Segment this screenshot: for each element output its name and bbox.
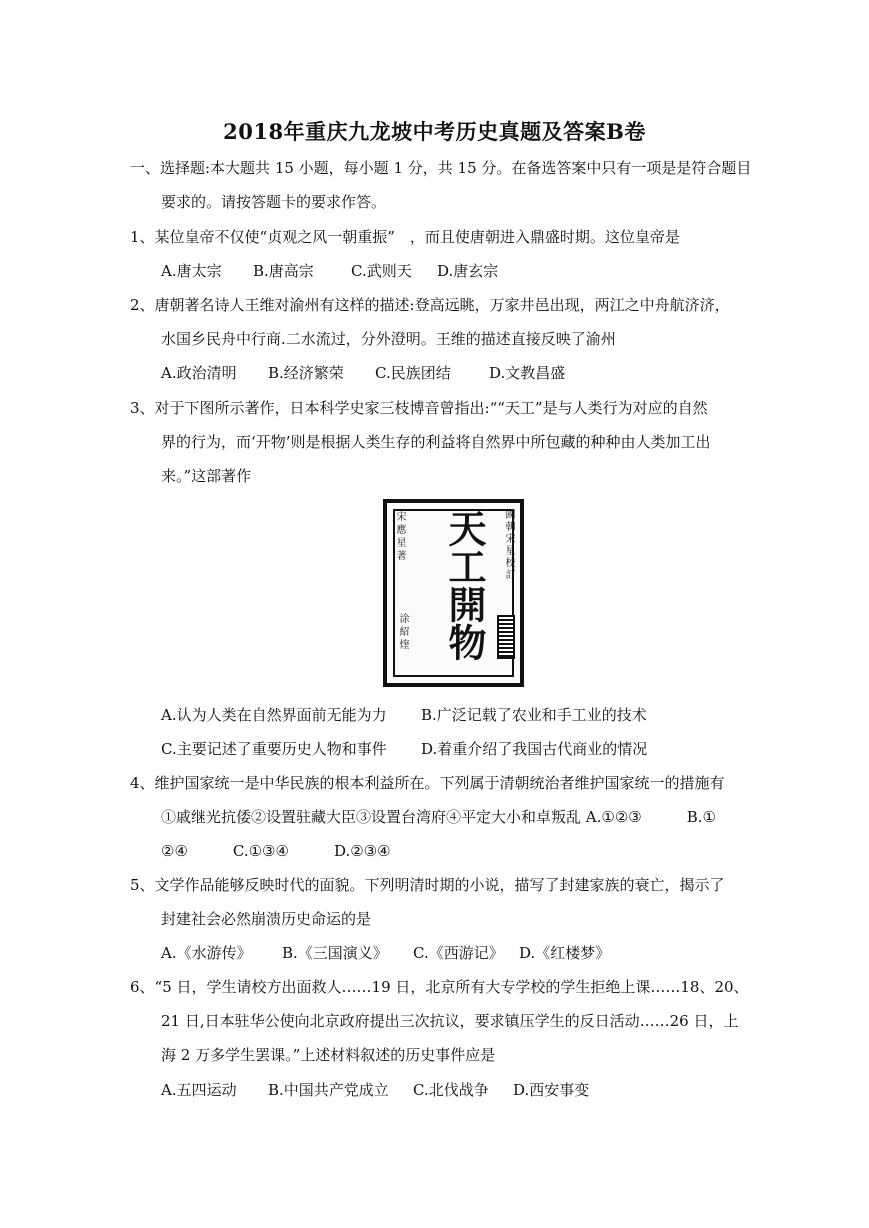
question-6-options [161,1080,589,1100]
option-b: B.经济繁荣 [268,364,344,382]
book-cover-seal [497,615,515,659]
question-5-options [161,943,610,963]
option-a: A.《水游传》 [161,944,252,962]
option-d: D.文教昌盛 [489,364,566,382]
option-b: B.《三国演义》 [282,944,388,962]
option-a: A.五四运动 [161,1081,237,1099]
section-heading-cont: 要求的。请按答题卡的要求作答。 [161,193,387,211]
option-d: D.西安事变 [513,1081,590,1099]
option-d: D.《红楼梦》 [519,944,611,962]
question-6-stem-cont: 21 日,日本驻华公使向北京政府提出三次抗议，要求镇压学生的反日活动……26 日，上 [161,1012,739,1030]
page-title: 2018年重庆九龙坡中考历史真题及答案B卷 [223,119,646,144]
question-3-stem-cont: 界的行为，而‘开物’则是根据人类生存的利益将自然界中所包藏的种种由人类加工出 [161,433,711,451]
question-3-options-row-1 [161,705,647,725]
option-a: A.政治清明 [161,364,237,382]
question-1-options [161,261,498,281]
question-4-stem-cont: ①戚继光抗倭②设置驻藏大臣③设置台湾府④平定大小和卓叛乱 A.①②③ B.① [161,808,716,826]
book-cover-left-text-2: 涂紹煃 [397,613,408,652]
question-5-stem: 5、文学作品能够反映时代的面貌。下列明清时期的小说，描写了封建家族的衰亡，揭示了 [130,876,725,894]
question-2-options [161,363,565,383]
option-c: C.北伐战争 [413,1081,489,1099]
question-6-stem-cont: 海 2 万多学生罢课。”上述材料叙述的历史事件应是 [161,1046,496,1064]
book-cover-title: 天工開物 [442,509,487,661]
option-b: B.唐高宗 [253,262,314,280]
option-d: D.唐玄宗 [437,262,499,280]
option-c: C.主要记述了重要历史人物和事件 [161,740,387,758]
book-cover-right-text: 國朝宋星校訂 [503,509,514,581]
option-c: C.《西游记》 [413,944,504,962]
question-3-stem: 3、对于下图所示著作，日本科学史家三枝博音曾指出:““天工”是与人类行为对应的自然 [130,399,708,417]
book-cover-image [383,499,524,687]
option-b: B.广泛记载了农业和手工业的技术 [421,706,647,724]
option-b: B.中国共产党成立 [268,1081,389,1099]
question-3-stem-cont: 来。”这部著作 [161,467,252,485]
option-a: A.唐太宗 [161,262,222,280]
question-3-options-row-2 [161,739,647,759]
question-5-stem-cont: 封建社会必然崩溃历史命运的是 [161,910,372,928]
question-2-stem: 2、唐朝著名诗人王维对渝州有这样的描述:登高远眺，万家井邑出现，两江之中舟航济济， [130,296,730,314]
question-1-stem: 1、某位皇帝不仅使“贞观之风一朝重振” ，而且使唐朝进入鼎盛时期。这位皇帝是 [130,228,680,246]
question-6-stem: 6、“5 日，学生请校方出面救人……19 日，北京所有大专学校的学生拒绝上课……18、20、 [130,978,749,996]
option-c: C.武则天 [351,262,412,280]
question-2-stem-cont: 水国乡民舟中行商.二水流过，分外澄明。王维的描述直接反映了渝州 [161,330,616,348]
option-a: A.认为人类在自然界面前无能为力 [161,706,387,724]
question-4-stem: 4、维护国家统一是中华民族的根本利益所在。下列属于清朝统治者维护国家统一的措施有 [130,774,725,792]
option-c: C.民族团结 [375,364,451,382]
option-d: D.着重介绍了我国古代商业的情况 [421,740,648,758]
book-cover-left-text: 宋應星著 [394,511,405,563]
question-4-stem-cont: ②④ C.①③④ D.②③④ [161,842,391,860]
section-heading: 一、选择题:本大题共 15 小题，每小题 1 分，共 15 分。在备选答案中只有一项是是符合题目 [130,159,752,177]
